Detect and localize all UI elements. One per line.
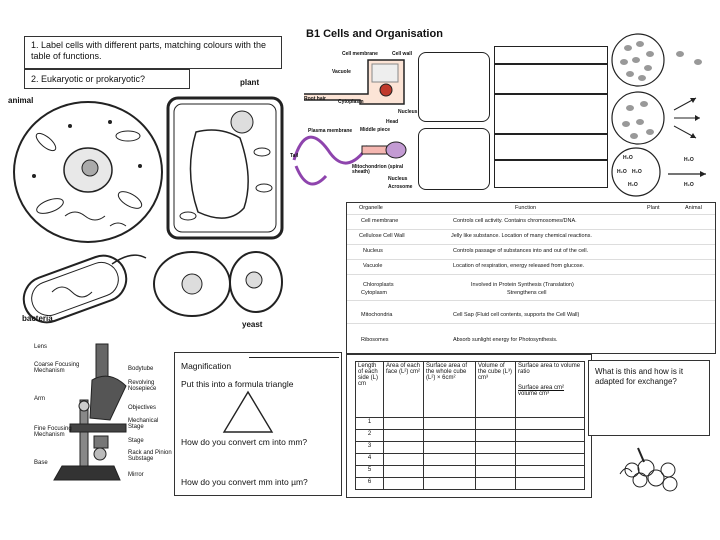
answer-box-diffusion-1[interactable] bbox=[494, 46, 608, 64]
label-plant: plant bbox=[240, 78, 260, 87]
organelle-name: Nucleus bbox=[363, 248, 383, 254]
table-row bbox=[356, 418, 585, 430]
table-row bbox=[347, 334, 715, 349]
sa-header-whole-area: Surface area of the whole cube (L²) × 6cm² bbox=[424, 362, 476, 418]
diffusion-label-water-6: H₂O bbox=[684, 182, 694, 188]
table-header-row bbox=[356, 362, 585, 418]
label-yeast: yeast bbox=[242, 320, 263, 329]
microscope-label-base: Base bbox=[34, 460, 48, 466]
function-text: Jelly like substance. Location of many chemical reactions. bbox=[451, 233, 592, 239]
magnification-heading: Magnification bbox=[181, 361, 232, 371]
instruction-task-2: 2. Eukaryotic or prokaryotic? bbox=[31, 74, 146, 84]
microscope-label-objectives: Objectives bbox=[128, 405, 157, 411]
table-row bbox=[347, 215, 715, 230]
exchange-question: What is this and how is it adapted for exchange? bbox=[595, 367, 684, 386]
sa-row-length: 6 bbox=[356, 478, 384, 490]
sperm-label-plasma-membrane: Plasma membrane bbox=[308, 128, 353, 134]
root-label-vacuole: Vacuole bbox=[332, 69, 351, 75]
function-text: Involved in Protein Synthesis (Translation) bbox=[471, 282, 574, 288]
answer-box-sperm[interactable] bbox=[418, 128, 490, 190]
organelle-header: Organelle bbox=[359, 205, 383, 211]
function-text: Strengthens cell bbox=[507, 290, 547, 296]
surface-area-panel bbox=[346, 354, 592, 498]
table-row bbox=[347, 230, 715, 245]
sperm-label-head: Head bbox=[386, 119, 399, 125]
sa-header-volume: Volume of the cube (L³) cm³ bbox=[476, 362, 516, 418]
table-row bbox=[356, 454, 585, 466]
microscope-label-nosepiece: Revolving Nosepiece bbox=[128, 380, 157, 392]
diffusion-diagram-2 bbox=[610, 90, 710, 146]
magnification-box bbox=[174, 352, 342, 496]
table-row bbox=[347, 279, 715, 301]
microscope-label-mirror: Mirror bbox=[128, 472, 144, 478]
sa-header-ratio-title: Surface area to volume ratio bbox=[518, 363, 581, 375]
cm-to-mm-question: How do you convert cm into mm? bbox=[181, 437, 308, 447]
root-label-cell-wall: Cell wall bbox=[392, 51, 413, 57]
answer-box-diffusion-4[interactable] bbox=[494, 134, 608, 160]
sa-row-length: 3 bbox=[356, 442, 384, 454]
table-row bbox=[347, 260, 715, 275]
sperm-label-tail: Tail bbox=[290, 153, 299, 159]
function-text: Controls passage of substances into and out of the cell. bbox=[453, 248, 589, 254]
diffusion-label-water-5: H₂O bbox=[684, 157, 694, 163]
alveoli-diagram bbox=[608, 444, 688, 494]
root-label-cytoplasm: Cytoplasm bbox=[338, 99, 364, 105]
organelle-name: Cytoplasm bbox=[361, 290, 387, 296]
yeast-cell-diagram bbox=[148, 246, 288, 320]
answer-box-diffusion-5[interactable] bbox=[494, 160, 608, 188]
organelle-name: Chloroplasts bbox=[363, 282, 394, 288]
sa-header-face-area: Area of each face (L²) cm² bbox=[384, 362, 424, 418]
mm-to-um-question: How do you convert mm into µm? bbox=[181, 477, 308, 487]
organelle-name: Vacuole bbox=[363, 263, 383, 269]
table-row bbox=[356, 430, 585, 442]
sa-row-length: 1 bbox=[356, 418, 384, 430]
sperm-label-mitochondria: Mitochondrion (spiral sheath) bbox=[352, 164, 404, 175]
root-label-root-hair: Root hair bbox=[304, 96, 326, 102]
root-label-cell-membrane: Cell membrane bbox=[342, 51, 378, 57]
table-row bbox=[347, 309, 715, 324]
organelle-name: Cellulose Cell Wall bbox=[359, 233, 405, 239]
microscope-label-lens: Lens bbox=[34, 344, 48, 350]
surface-area-table bbox=[355, 361, 585, 490]
animal-header: Animal bbox=[685, 205, 702, 211]
sa-row-length: 5 bbox=[356, 466, 384, 478]
organelle-name: Ribosomes bbox=[361, 337, 389, 343]
plant-header: Plant bbox=[647, 205, 660, 211]
plant-cell-diagram bbox=[166, 92, 286, 244]
sperm-label-middle-piece: Middle piece bbox=[360, 127, 391, 133]
sa-header-ratio bbox=[516, 362, 585, 418]
sperm-label-acrosome: Acrosome bbox=[388, 184, 413, 190]
table-row bbox=[347, 245, 715, 260]
answer-box-diffusion-3[interactable] bbox=[494, 94, 608, 134]
function-header: Function bbox=[515, 205, 537, 211]
table-row bbox=[356, 466, 585, 478]
diffusion-label-water-2: H₂O bbox=[617, 169, 627, 175]
microscope-label-mechanical-stage: Mechanical Stage bbox=[128, 418, 159, 430]
answer-box-diffusion-2[interactable] bbox=[494, 64, 608, 94]
diffusion-label-water-4: H₂O bbox=[628, 182, 638, 188]
instruction-task-1: 1. Label cells with different parts, matching colours with the table of functions. bbox=[31, 40, 266, 61]
exchange-box[interactable] bbox=[588, 360, 710, 436]
organelle-table bbox=[346, 202, 716, 354]
microscope-label-bodytube: Bodytube bbox=[128, 366, 154, 372]
magnification-heading-line bbox=[249, 357, 339, 358]
formula-triangle-prompt: Put this into a formula triangle bbox=[181, 379, 294, 389]
animal-cell-diagram bbox=[10, 96, 166, 248]
instruction-box-2 bbox=[24, 69, 190, 89]
microscope-label-substage: Rack and Pinion Substage bbox=[128, 450, 172, 462]
function-text: Absorb sunlight energy for Photosynthesis. bbox=[453, 337, 558, 343]
diffusion-label-water-3: H₂O bbox=[632, 169, 642, 175]
ratio-fraction-numerator: Surface area cm² bbox=[518, 385, 565, 391]
diffusion-diagram-1 bbox=[610, 32, 710, 88]
sa-row-length: 2 bbox=[356, 430, 384, 442]
function-text: Cell Sap (Fluid cell contents, supports the Cell Wall) bbox=[453, 312, 580, 318]
sperm-label-nucleus: Nucleus bbox=[388, 176, 408, 182]
sa-header-length: Length of each side (L) cm bbox=[356, 362, 384, 418]
label-bacteria: bacteria bbox=[22, 314, 53, 323]
organelle-name: Mitochondria bbox=[361, 312, 393, 318]
formula-triangle-shape[interactable] bbox=[221, 389, 275, 435]
table-row bbox=[356, 442, 585, 454]
microscope-label-coarse-focus: Coarse Focusing Mechanism bbox=[34, 362, 80, 374]
microscope-label-arm: Arm bbox=[34, 396, 45, 402]
microscope-label-fine-focus: Fine Focusing Mechanism bbox=[34, 426, 72, 438]
ratio-fraction-denominator: volume cm³ bbox=[518, 391, 550, 397]
function-text: Controls cell activity. Contains chromosomes/DNA. bbox=[453, 218, 577, 224]
answer-box-root-hair[interactable] bbox=[418, 52, 490, 122]
sa-row-length: 4 bbox=[356, 454, 384, 466]
organelle-name: Cell membrane bbox=[361, 218, 399, 224]
microscope-label-stage: Stage bbox=[128, 438, 144, 444]
root-label-nucleus: Nucleus bbox=[398, 109, 418, 115]
function-text: Location of respiration, energy released from glucose. bbox=[453, 263, 585, 269]
table-row bbox=[356, 478, 585, 490]
organelle-table-header bbox=[347, 203, 715, 215]
diffusion-label-water-1: H₂O bbox=[623, 155, 633, 161]
page-title: B1 Cells and Organisation bbox=[306, 28, 443, 40]
label-animal: animal bbox=[8, 96, 34, 105]
instruction-box-1 bbox=[24, 36, 282, 69]
